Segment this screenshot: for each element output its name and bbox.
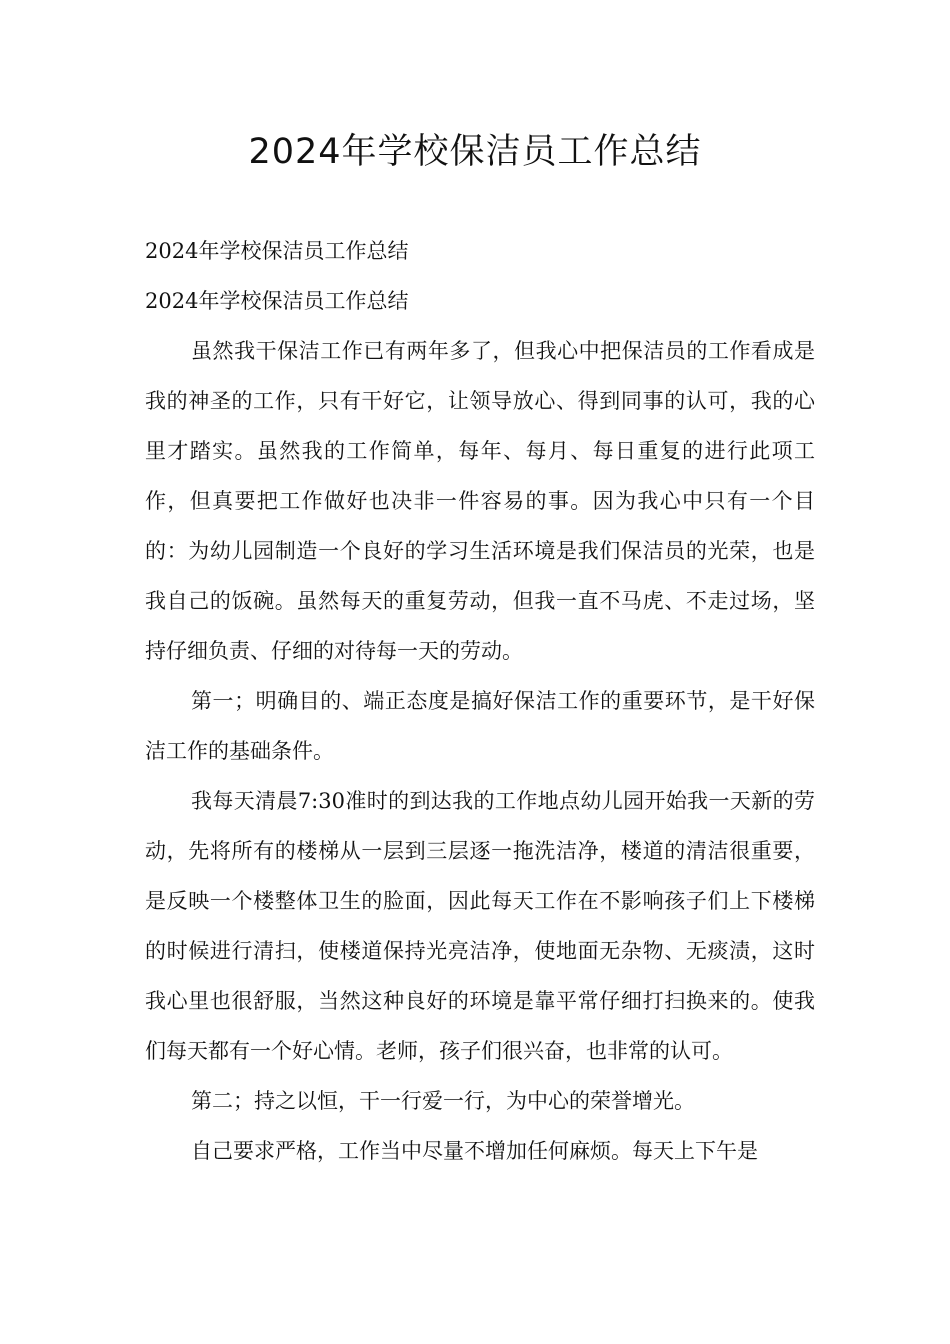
subtitle-line-1: 2024年学校保洁员工作总结	[145, 239, 409, 263]
paragraph-point-one: 第一；明确目的、端正态度是搞好保洁工作的重要环节，是干好保洁工作的基础条件。	[145, 689, 815, 763]
paragraph-daily-routine: 我每天清晨7:30准时的到达我的工作地点幼儿园开始我一天新的劳动，先将所有的楼梯从一层到三层逐一拖洗洁净，楼道的清洁很重要，是反映一个楼整体卫生的脸面，因此每天工作在不影响孩子们上下楼梯的时候进行清扫，使楼道保持光亮洁净，使地面无杂物、无痰渍，这时我心里也很舒服，当然这种良好的环境是靠平常仔细打扫换来的。使我们每天都有一个好心情。老师，孩子们很兴奋，也非常的认可。	[145, 789, 815, 1063]
paragraph-point-two: 第二；持之以恒，干一行爱一行，为中心的荣誉增光。	[191, 1089, 695, 1113]
paragraph-intro: 虽然我干保洁工作已有两年多了，但我心中把保洁员的工作看成是我的神圣的工作，只有干好它，让领导放心、得到同事的认可，我的心里才踏实。虽然我的工作简单，每年、每月、每日重复的进行此项工作，但真要把工作做好也决非一件容易的事。因为我心中只有一个目的：为幼儿园制造一个良好的学习生活环境是我们保洁员的光荣，也是我自己的饭碗。虽然每天的重复劳动，但我一直不马虎、不走过场，坚持仔细负责、仔细的对待每一天的劳动。	[145, 339, 815, 663]
subtitle-line-2: 2024年学校保洁员工作总结	[145, 289, 409, 313]
paragraph-requirements: 自己要求严格，工作当中尽量不增加任何麻烦。每天上下午是	[191, 1139, 758, 1163]
document-body	[145, 226, 815, 1176]
document-title: 2024年学校保洁员工作总结	[248, 132, 702, 172]
